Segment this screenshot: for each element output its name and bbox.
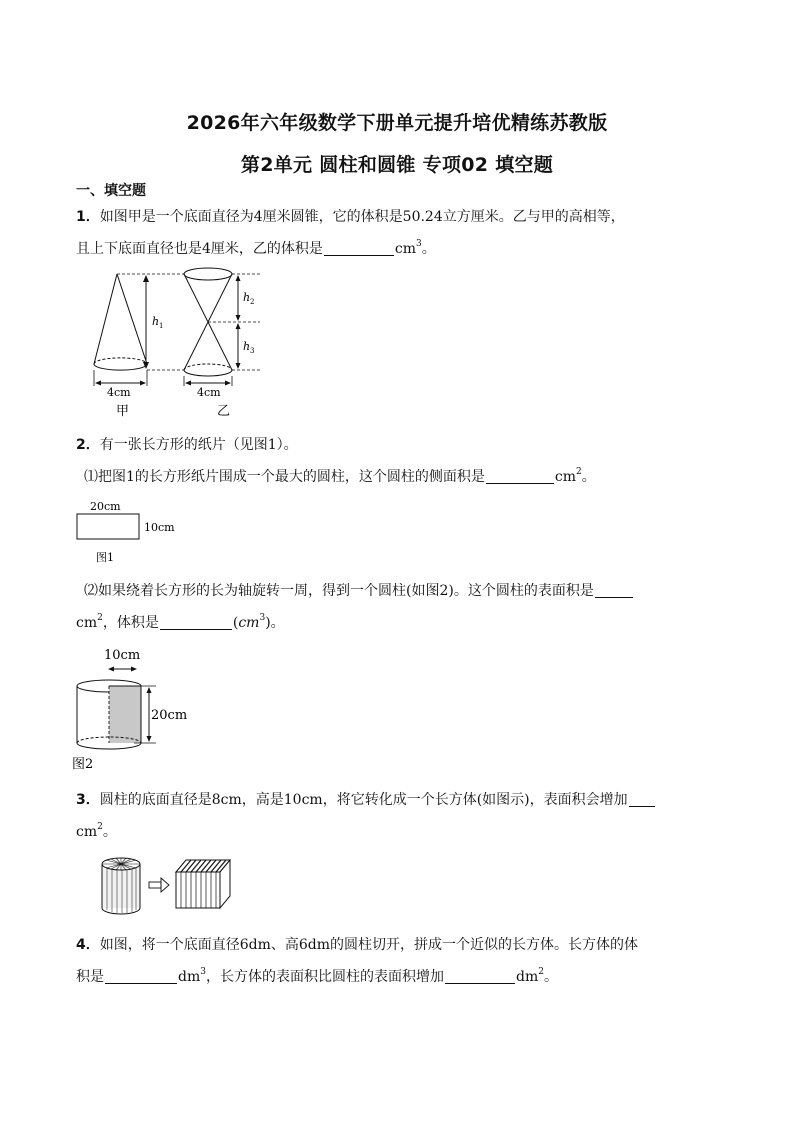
punctuation: 。 bbox=[102, 824, 117, 840]
h2-subscript: 2 bbox=[250, 298, 255, 306]
question-4-number: 4． bbox=[76, 937, 100, 953]
arrow-head bbox=[147, 736, 152, 742]
arrow-head bbox=[236, 363, 241, 369]
figure-cylinder-2 bbox=[72, 643, 202, 775]
question-2-part-1 bbox=[84, 467, 596, 487]
unit-superscript: 3 bbox=[416, 239, 422, 250]
rect-width-label: 20cm bbox=[90, 500, 121, 513]
h1-subscript: 1 bbox=[159, 322, 164, 330]
question-2-number: 2． bbox=[76, 437, 100, 453]
cuboid-front bbox=[176, 872, 220, 908]
question-1-line-2 bbox=[76, 239, 436, 259]
question-3-text: 圆柱的底面直径是8cm，高是10cm，将它转化成一个长方体(如图示)，表面积会增加 bbox=[99, 792, 628, 808]
page-subtitle: 第2单元 圆柱和圆锥 专项02 填空题 bbox=[240, 154, 554, 176]
question-3-line-2 bbox=[76, 822, 117, 842]
answer-blank-q2-2b[interactable] bbox=[160, 615, 232, 630]
punctuation: 。 bbox=[543, 969, 558, 985]
cylinder-bottom-front bbox=[77, 743, 141, 749]
punctuation: )。 bbox=[265, 615, 285, 631]
punctuation: ( bbox=[232, 615, 239, 631]
answer-blank-q3[interactable] bbox=[629, 792, 655, 807]
bottom-base-back bbox=[184, 364, 232, 370]
h2-label: h bbox=[243, 291, 251, 304]
unit-superscript: 3 bbox=[259, 613, 266, 624]
cone-right-edge bbox=[117, 274, 147, 364]
arrow-head bbox=[143, 362, 149, 369]
answer-blank-q2-1[interactable] bbox=[486, 469, 554, 484]
cone-base-back bbox=[94, 358, 147, 364]
question-1-text-2: 且上下底面直径也是4厘米，乙的体积是 bbox=[76, 241, 323, 257]
arrow-head bbox=[95, 381, 101, 386]
answer-blank-q4-b[interactable] bbox=[445, 969, 515, 984]
question-2-part-2-text: ⑵如果绕着长方形的长为轴旋转一周，得到一个圆柱(如图2)。这个圆柱的表面积是 bbox=[84, 583, 594, 599]
figure-label-yi: 乙 bbox=[217, 404, 231, 418]
question-1-number: 1． bbox=[76, 209, 100, 225]
arrow-head bbox=[108, 667, 114, 672]
figure-1-caption: 图1 bbox=[96, 551, 114, 564]
h3-label: h bbox=[243, 340, 251, 353]
unit-superscript: 2 bbox=[97, 822, 103, 833]
unit-superscript: 3 bbox=[200, 967, 206, 978]
paper-rectangle bbox=[77, 514, 139, 539]
unit-text: cm bbox=[76, 824, 98, 840]
answer-blank-q2-2a[interactable] bbox=[595, 583, 633, 598]
question-3-number: 3． bbox=[76, 792, 100, 808]
unit-text: cm bbox=[76, 615, 98, 631]
transform-arrow-icon bbox=[161, 878, 169, 892]
question-3-line-1 bbox=[76, 790, 656, 810]
question-1-line-1 bbox=[76, 207, 625, 227]
question-4-text-3: ，长方体的表面积比圆柱的表面积增加 bbox=[205, 969, 444, 985]
unit-text: cm bbox=[238, 615, 260, 631]
cylinder-body bbox=[102, 864, 140, 908]
dim-label-left: 4cm bbox=[107, 386, 131, 399]
rect-height-label: 10cm bbox=[144, 521, 175, 534]
punctuation: 。 bbox=[581, 469, 596, 485]
unit-text: cm bbox=[394, 241, 417, 257]
arrow-head bbox=[185, 381, 191, 386]
radius-label: 10cm bbox=[104, 648, 141, 663]
question-2-part-2-line-2 bbox=[76, 613, 285, 633]
figure-rectangle-1 bbox=[74, 496, 194, 566]
arrow-head bbox=[236, 323, 241, 329]
page-title: 2026年六年级数学下册单元提升培优精练苏教版 bbox=[186, 112, 608, 134]
question-2-part-2-line-1 bbox=[84, 581, 634, 601]
unit-text: cm bbox=[554, 469, 577, 485]
dim-label-right: 4cm bbox=[197, 386, 221, 399]
question-4-text-2: 积是 bbox=[76, 969, 104, 985]
arrow-head bbox=[140, 381, 146, 386]
cone-left-edge bbox=[94, 274, 117, 364]
punctuation: 。 bbox=[421, 241, 436, 257]
cylinder-bottom bbox=[102, 908, 140, 914]
height-label: 20cm bbox=[151, 708, 188, 723]
arrow-head bbox=[147, 687, 152, 693]
unit-text: dm bbox=[515, 969, 539, 985]
answer-blank-q4-a[interactable] bbox=[105, 969, 177, 984]
figure-2-caption: 图2 bbox=[72, 757, 94, 772]
unit-superscript: 2 bbox=[538, 967, 544, 978]
top-base-ellipse bbox=[184, 268, 232, 280]
question-4-text: 如图，将一个底面直径6dm、高6dm的圆柱切开，拼成一个近似的长方体。长方体的体 bbox=[99, 937, 639, 953]
question-4-line-2 bbox=[76, 967, 558, 987]
figure-cylinder-to-cuboid bbox=[98, 852, 278, 918]
arrow-head bbox=[236, 315, 241, 321]
question-4-line-1 bbox=[76, 935, 638, 955]
h3-subscript: 3 bbox=[250, 347, 255, 355]
figure-cone-and-double-cone bbox=[80, 266, 280, 418]
arrow-head bbox=[143, 275, 149, 282]
arrow-head bbox=[225, 381, 231, 386]
cone-base-front bbox=[94, 364, 147, 370]
figure-label-jia: 甲 bbox=[116, 404, 130, 418]
arrow-head bbox=[236, 275, 241, 281]
shaded-cross-section bbox=[109, 686, 141, 743]
arrow-head bbox=[131, 667, 137, 672]
question-1-text: 如图甲是一个底面直径为4厘米圆锥，它的体积是50.24立方厘米。乙与甲的高相等， bbox=[99, 209, 625, 225]
question-2-part-2-text-2: ，体积是 bbox=[102, 615, 159, 631]
question-2-line-1 bbox=[76, 435, 298, 455]
question-2-intro: 有一张长方形的纸片（见图1）。 bbox=[99, 437, 298, 453]
unit-superscript: 2 bbox=[97, 613, 103, 624]
question-2-part-1-text: ⑴把图1的长方形纸片围成一个最大的圆柱，这个圆柱的侧面积是 bbox=[84, 469, 485, 485]
h1-label: h bbox=[152, 315, 160, 328]
answer-blank-q1[interactable] bbox=[324, 241, 394, 256]
unit-superscript: 2 bbox=[576, 467, 582, 478]
unit-text: dm bbox=[178, 969, 201, 985]
bottom-base-front bbox=[184, 370, 232, 376]
arrow-shaft bbox=[149, 882, 161, 888]
section-heading: 一、填空题 bbox=[76, 183, 146, 199]
